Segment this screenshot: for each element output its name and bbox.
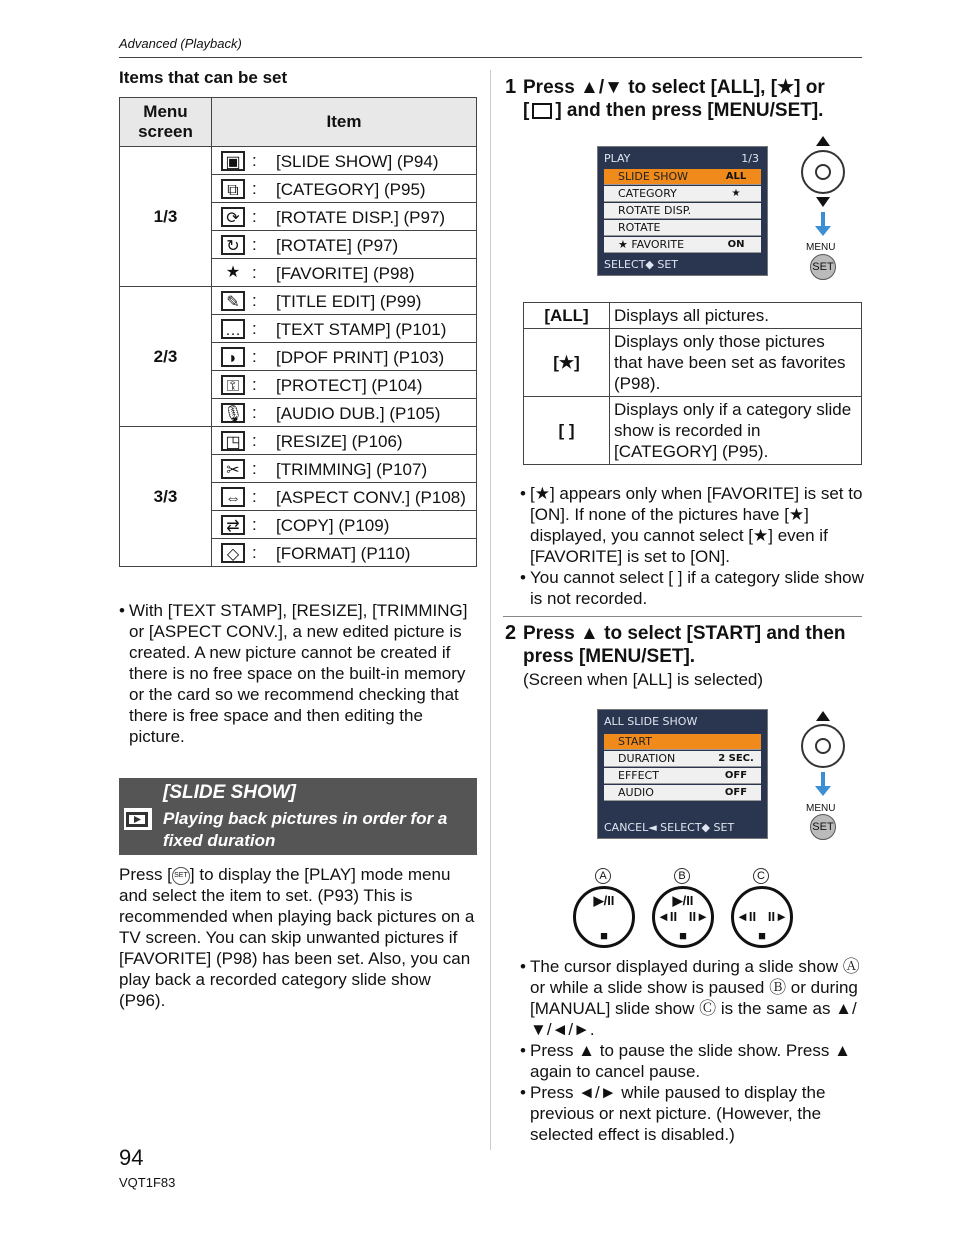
menu-label: MENU: [806, 242, 836, 253]
menu-item-label: [TEXT STAMP] (P101): [276, 320, 447, 339]
resize-icon: ◳: [221, 431, 245, 451]
menu-item-label: [TITLE EDIT] (P99): [276, 292, 422, 311]
step-1-number: 1: [505, 76, 517, 98]
menu-item-label: [ASPECT CONV.] (P108): [276, 488, 466, 507]
colon: :: [252, 431, 257, 450]
desc-row: [524, 329, 862, 397]
cursor-right-symbol: II►: [767, 909, 788, 924]
colon: :: [252, 515, 257, 534]
desc-key: [★]: [524, 329, 610, 397]
colon: :: [252, 263, 257, 282]
cursor-notes: [520, 956, 864, 1145]
page-number: 94: [119, 1145, 144, 1170]
colon: :: [252, 487, 257, 506]
category-icon: ⧉: [221, 179, 245, 199]
star-icon: ★: [225, 264, 241, 281]
lcd1-row: CATEGORY: [604, 186, 711, 202]
slideshow-banner: [119, 778, 477, 855]
cursor-label: B: [674, 868, 690, 884]
cursor-bottom-symbol: ■: [600, 928, 608, 943]
lcd2-row: AUDIO: [604, 785, 711, 801]
format-icon: ◇: [221, 543, 245, 563]
colon: :: [252, 179, 257, 198]
step-2-text: Press ▲ to select [START] and then press [MENU/SET].: [523, 623, 846, 667]
lcd1-row: ROTATE: [604, 220, 711, 236]
blue-down-arrow-icon: [821, 772, 825, 790]
right-notes: [520, 483, 864, 609]
menu-table-row: [120, 427, 477, 455]
lcd1-row-value: [711, 203, 761, 219]
lcd-slideshow-menu: [597, 709, 768, 839]
step-2-subtext: (Screen when [ALL] is selected): [523, 670, 764, 689]
lcd2-footer: CANCEL◄ SELECT◆ SET: [604, 821, 735, 834]
menu-item-label: [FAVORITE] (P98): [276, 264, 415, 283]
cursor-left-symbol: ◄II: [736, 909, 757, 924]
playback-cursor-icon: [731, 886, 793, 948]
menu-item-label: [SLIDE SHOW] (P94): [276, 152, 439, 171]
colon: :: [252, 403, 257, 422]
cursor-right-symbol: II►: [688, 909, 709, 924]
colon: :: [252, 235, 257, 254]
step-2: [505, 622, 865, 691]
step-separator: [503, 616, 862, 617]
cursor-top-symbol: ▶/II: [672, 893, 694, 908]
set-button-icon: SET: [810, 814, 836, 840]
slideshow-icon: ▣: [221, 151, 245, 171]
up-arrow-icon: [816, 136, 830, 146]
menu-item-label: [ROTATE DISP.] (P97): [276, 208, 446, 227]
menu-screen-cell: 3/3: [120, 427, 212, 567]
scissors-icon: ✂: [221, 459, 245, 479]
lcd2-row-value: [711, 734, 761, 750]
cursor-top-symbol: ▶/II: [593, 893, 615, 908]
cursor-bottom-symbol: ■: [758, 928, 766, 943]
colon: :: [252, 543, 257, 562]
lcd1-footer: SELECT◆ SET: [604, 258, 679, 271]
desc-key: [ALL]: [524, 303, 610, 329]
menu-table-row: [120, 287, 477, 315]
header-rule: [119, 57, 862, 58]
colon: :: [252, 319, 257, 338]
slideshow-subtitle: Playing back pictures in order for a fixed duration: [163, 809, 448, 850]
left-note: [119, 600, 479, 747]
lcd1-row: ★ FAVORITE: [604, 237, 711, 253]
colon: :: [252, 347, 257, 366]
cursor-left-symbol: ◄II: [657, 909, 678, 924]
aspect-icon: ⇔: [221, 487, 245, 507]
set-button-icon: SET: [810, 254, 836, 280]
step-1-text-b: ] or: [794, 77, 825, 98]
step-1: [505, 76, 865, 122]
desc-value: Displays only those pictures that have been set as favorites (P98).: [610, 329, 862, 397]
menu-items-table: [119, 97, 477, 567]
press-instructions: [119, 864, 481, 1011]
title-edit-icon: ✎: [221, 291, 245, 311]
colon: :: [252, 207, 257, 226]
menu-screen-cell: 2/3: [120, 287, 212, 427]
lcd2-row: START: [604, 734, 711, 750]
section-title: Items that can be set: [119, 68, 288, 87]
lcd1-page: 1/3: [741, 152, 759, 165]
rotate-icon: ↻: [221, 235, 245, 255]
playback-cursor-icon: [652, 886, 714, 948]
colon: :: [252, 291, 257, 310]
menu-item-label: [ROTATE] (P97): [276, 236, 399, 255]
desc-row: [524, 303, 862, 329]
note-category: • You cannot select [ ] if a category slide show is not recorded.: [520, 567, 864, 609]
menu-item-label: [RESIZE] (P106): [276, 432, 403, 451]
cursor-bottom-symbol: ■: [679, 928, 687, 943]
menu-set-button-icon: SET: [172, 867, 190, 885]
lcd1-row-value: [711, 220, 761, 236]
rotate-disp-icon: ⟳: [221, 207, 245, 227]
star-icon: ★: [777, 77, 795, 98]
lcd2-row-value: OFF: [711, 785, 761, 801]
category-icon: [532, 103, 552, 119]
menu-item-label: [COPY] (P109): [276, 516, 390, 535]
menu-item-label: [DPOF PRINT] (P103): [276, 348, 445, 367]
note-favorite: • [★] appears only when [FAVORITE] is set to [ON]. If none of the pictures have [★] displayed, you cannot select [★] even if [FAVORITE] is set to [ON].: [520, 483, 864, 567]
note-navigate: • Press ◄/► while paused to display the previous or next picture. (However, the selected effect is disabled.): [520, 1082, 864, 1145]
note-cursor: • The cursor displayed during a slide show Ⓐ or while a slide show is paused Ⓑ or during [MANUAL] slide show Ⓒ is the same as ▲/▼/◄/►.: [520, 956, 864, 1040]
press-text-start: Press [: [119, 865, 172, 884]
step-1-text-a: Press ▲/▼ to select [ALL], [: [523, 77, 778, 98]
desc-value: Displays all pictures.: [610, 303, 862, 329]
desc-value: Displays only if a category slide show is recorded in [CATEGORY] (P95).: [610, 397, 862, 465]
lcd2-title: ALL SLIDE SHOW: [604, 715, 698, 728]
slideshow-icon: [124, 808, 152, 830]
step-1-text-d: ] and then press [MENU/SET].: [555, 100, 824, 121]
blue-down-arrow-icon: [821, 212, 825, 230]
lcd1-row-value: ALL: [711, 169, 761, 185]
press-text-rest: ] to display the [PLAY] mode menu and select the item to set. (P93) This is recommended when playing back pictures on a TV screen. You can skip unwanted pictures if [FAVORITE] (P98) has been set. Also, you can play back a recorded category slide show (P96).: [119, 865, 475, 1010]
down-arrow-icon: [816, 197, 830, 207]
col-header-item: Item: [212, 98, 477, 147]
copy-icon: ⇄: [221, 515, 245, 535]
lcd1-row-value: ON: [711, 237, 761, 253]
text-stamp-icon: …: [221, 319, 245, 339]
model-code: VQT1F83: [119, 1175, 176, 1190]
page-header: Advanced (Playback): [119, 36, 242, 51]
col-header-menu: Menu screen: [120, 98, 212, 147]
step-2-number: 2: [505, 622, 517, 644]
menu-item-label: [CATEGORY] (P95): [276, 180, 426, 199]
menu-item-label: [PROTECT] (P104): [276, 376, 423, 395]
lcd1-title-bar: [598, 151, 767, 167]
menu-screen-cell: 1/3: [120, 147, 212, 287]
dpof-icon: ◗: [221, 347, 245, 367]
microphone-icon: 🎙: [221, 403, 245, 423]
menu-item-label: [FORMAT] (P110): [276, 544, 411, 563]
menu-item-label: [TRIMMING] (P107): [276, 460, 428, 479]
lcd-play-menu: [597, 146, 768, 276]
slideshow-title: [SLIDE SHOW]: [163, 782, 296, 803]
colon: :: [252, 151, 257, 170]
key-icon: ⚿: [221, 375, 245, 395]
lcd1-title: PLAY: [604, 152, 631, 165]
menu-table-row: [120, 147, 477, 175]
menu-label: MENU: [806, 803, 836, 814]
lcd2-row: DURATION: [604, 751, 711, 767]
note-pause: • Press ▲ to pause the slide show. Press ▲ again to cancel pause.: [520, 1040, 864, 1082]
dpad-icon: [801, 150, 845, 194]
lcd1-row: SLIDE SHOW: [604, 169, 711, 185]
menu-item-label: [AUDIO DUB.] (P105): [276, 404, 441, 423]
colon: :: [252, 375, 257, 394]
left-note-text: • With [TEXT STAMP], [RESIZE], [TRIMMING] or [ASPECT CONV.], a new edited picture is created. A new picture cannot be created if there is no free space on the built-in memory or the card so we recommend checking that there is free space and then editing the picture.: [119, 600, 479, 747]
lcd2-row: EFFECT: [604, 768, 711, 784]
desc-key: [ ]: [524, 397, 610, 465]
selection-description-table: [523, 302, 862, 465]
lcd1-row-value: ★: [711, 186, 761, 202]
up-arrow-icon: [816, 711, 830, 721]
step-1-text-c: [: [523, 100, 530, 121]
column-divider: [490, 70, 491, 1150]
cursor-label: A: [595, 868, 611, 884]
desc-row: [524, 397, 862, 465]
lcd2-row-value: OFF: [711, 768, 761, 784]
lcd1-row: ROTATE DISP.: [604, 203, 711, 219]
playback-cursor-icon: [573, 886, 635, 948]
cursor-label: C: [753, 868, 769, 884]
colon: :: [252, 459, 257, 478]
lcd2-row-value: 2 SEC.: [711, 751, 761, 767]
dpad-icon: [801, 724, 845, 768]
